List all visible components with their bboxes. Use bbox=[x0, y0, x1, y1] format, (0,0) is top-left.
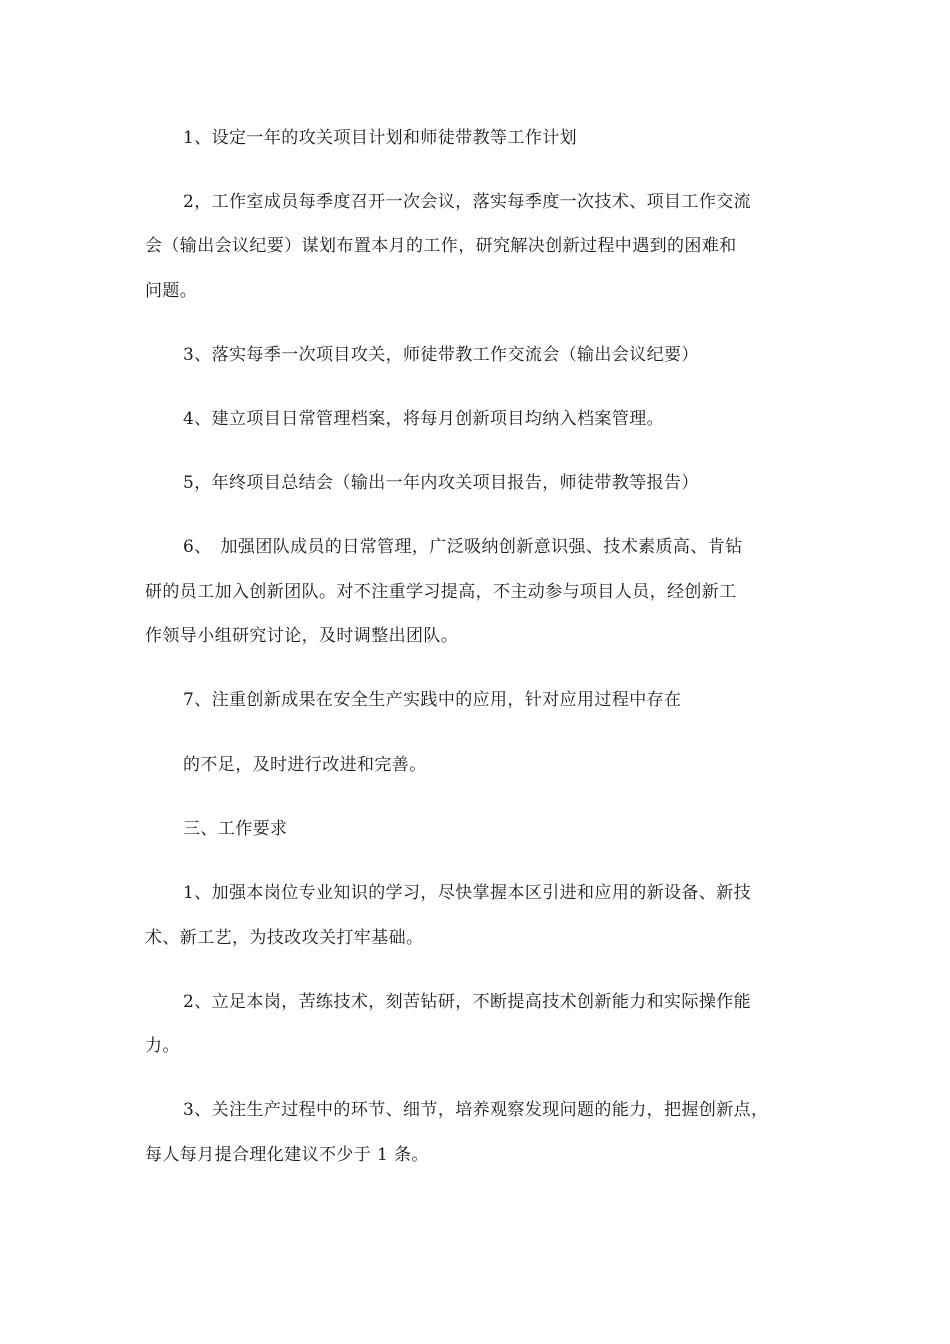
paragraph-6-line-3: 作领导小组研究讨论，及时调整出团队。 bbox=[145, 626, 459, 646]
requirement-2-line-2: 力。 bbox=[145, 1036, 180, 1056]
paragraph-1-line-1: 1、设定一年的攻关项目计划和师徒带教等工作计划 bbox=[183, 128, 578, 148]
paragraph-2-line-3: 问题。 bbox=[145, 281, 198, 301]
paragraph-5-line-1: 5，年终项目总结会（输出一年内攻关项目报告，师徒带教等报告） bbox=[183, 473, 699, 493]
paragraph-4-line-1: 4、建立项目日常管理档案，将每月创新项目均纳入档案管理。 bbox=[183, 409, 665, 429]
requirement-3-line-2: 每人每月提合理化建议不少于 1 条。 bbox=[145, 1145, 429, 1165]
requirement-1-line-2: 术、新工艺，为技改攻关打牢基础。 bbox=[145, 928, 424, 948]
paragraph-2-line-1: 2，工作室成员每季度召开一次会议，落实每季度一次技术、项目工作交流 bbox=[183, 192, 752, 212]
requirement-2-line-1: 2、立足本岗，苦练技术，刻苦钻研，不断提高技术创新能力和实际操作能 bbox=[183, 992, 752, 1012]
section-heading-work-requirements: 三、工作要求 bbox=[183, 819, 288, 839]
requirement-1-line-1: 1、加强本岗位专业知识的学习，尽快掌握本区引进和应用的新设备、新技 bbox=[183, 883, 752, 903]
paragraph-6-line-1: 6、 加强团队成员的日常管理，广泛吸纳创新意识强、技术素质高、肯钻 bbox=[183, 537, 743, 557]
paragraph-3-line-1: 3、落实每季一次项目攻关，师徒带教工作交流会（输出会议纪要） bbox=[183, 345, 699, 365]
paragraph-6-line-2: 研的员工加入创新团队。对不注重学习提高，不主动参与项目人员，经创新工 bbox=[145, 582, 737, 602]
paragraph-7-line-1: 7、注重创新成果在安全生产实践中的应用，针对应用过程中存在 bbox=[183, 690, 682, 710]
requirement-3-line-1: 3、关注生产过程中的环节、细节，培养观察发现问题的能力，把握创新点， bbox=[183, 1100, 769, 1120]
paragraph-2-line-2: 会（输出会议纪要）谋划布置本月的工作，研究解决创新过程中遇到的困难和 bbox=[145, 236, 737, 256]
paragraph-7-line-2: 的不足，及时进行改进和完善。 bbox=[183, 755, 427, 775]
